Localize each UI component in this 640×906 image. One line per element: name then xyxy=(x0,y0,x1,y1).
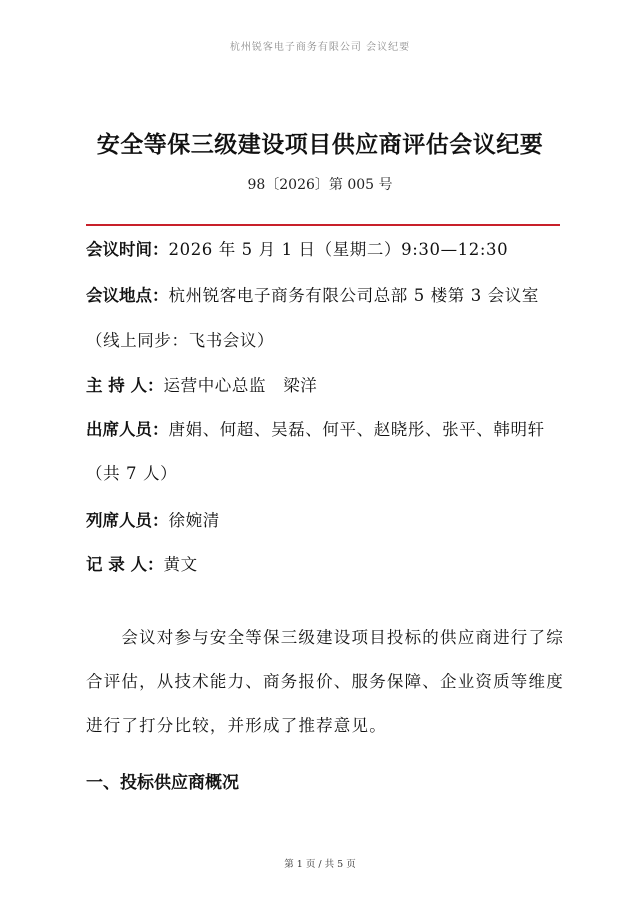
meeting-time-label: 会议时间： xyxy=(86,240,169,259)
meeting-location-note-line xyxy=(86,327,566,351)
body-paragraph-line: 合评估，从技术能力、商务报价、服务保障、企业资质等维度 xyxy=(86,672,564,691)
meeting-attendees-count: （共 7 人） xyxy=(86,464,178,483)
meeting-attendees-value: 唐娟、何超、吴磊、何平、赵晓彤、张平、韩明轩 xyxy=(168,420,545,439)
meeting-location-label: 会议地点： xyxy=(86,286,169,305)
meeting-attendees-label: 出席人员： xyxy=(86,420,169,439)
meeting-location-value: 杭州锐客电子商务有限公司总部 5 楼第 3 会议室 xyxy=(168,286,539,305)
meeting-observers-value: 徐婉清 xyxy=(168,511,220,530)
meeting-observers-label: 列席人员： xyxy=(86,511,169,530)
page-header: 杭州锐客电子商务有限公司 会议纪要 xyxy=(229,42,411,53)
meeting-recorder-line xyxy=(86,551,566,575)
document-title: 安全等保三级建设项目供应商评估会议纪要 xyxy=(96,132,544,158)
section-heading: 一、投标供应商概况 xyxy=(86,773,239,793)
body-paragraph-line: 会议对参与安全等保三级建设项目投标的供应商进行了综 xyxy=(86,628,564,647)
meeting-attendees-line xyxy=(86,416,566,440)
meeting-recorder-value: 黄文 xyxy=(163,555,198,574)
meeting-host-line xyxy=(86,372,566,396)
meeting-location-note: （线上同步：飞书会议） xyxy=(86,331,275,350)
document-number: 98〔2026〕第 005 号 xyxy=(247,177,393,193)
meeting-host-value: 运营中心总监 梁洋 xyxy=(163,376,318,395)
page-footer: 第 1 页 / 共 5 页 xyxy=(284,859,356,870)
meeting-attendees-count-line xyxy=(86,460,566,484)
meeting-host-label: 主 持 人： xyxy=(86,376,164,395)
meeting-location-line xyxy=(86,282,566,306)
meeting-time-value: 2026 年 5 月 1 日（星期二）9:30—12:30 xyxy=(168,240,509,259)
meeting-time-line xyxy=(86,236,566,260)
meeting-observers-line xyxy=(86,507,566,531)
title-divider xyxy=(86,224,560,226)
meeting-recorder-label: 记 录 人： xyxy=(86,555,164,574)
body-paragraph-line: 进行了打分比较，并形成了推荐意见。 xyxy=(86,716,387,735)
